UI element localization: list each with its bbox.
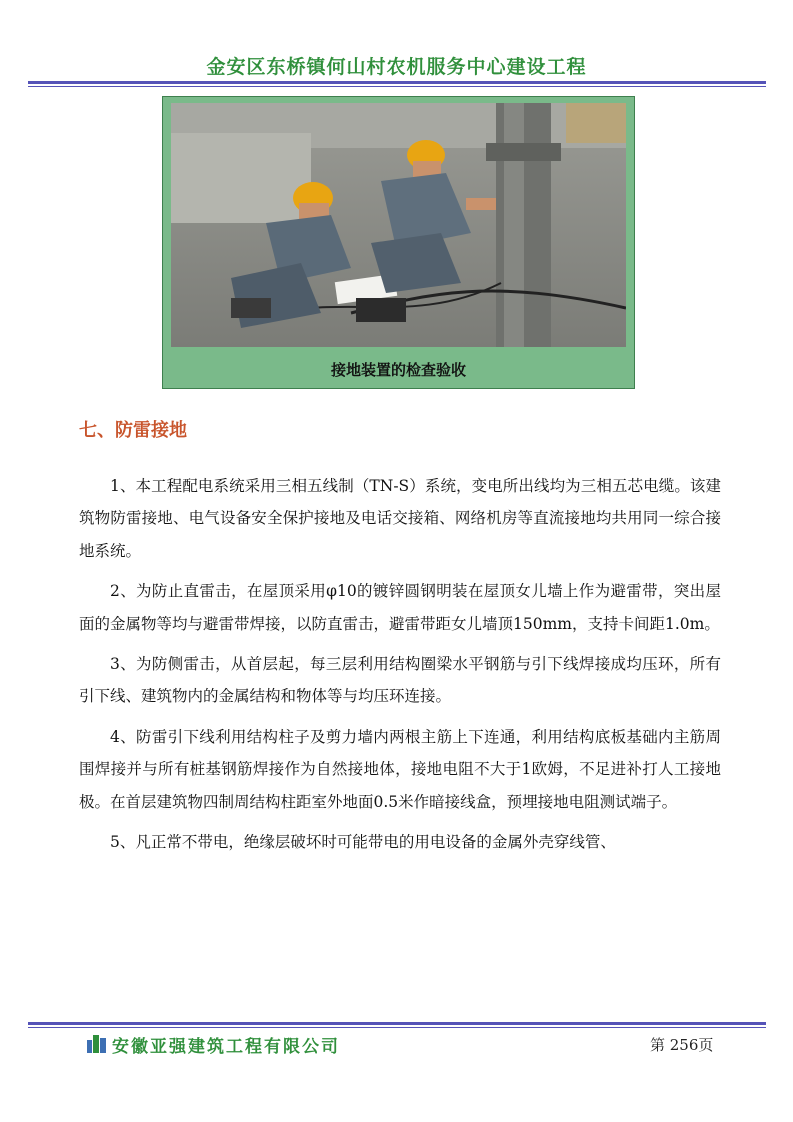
page-number: 第 256页 [650,1036,714,1054]
footer-rule-thin [28,1027,766,1028]
footer-company: 安徽亚强建筑工程有限公司 [112,1037,340,1057]
footer-rule [28,1022,766,1025]
header-rule-thin [28,86,766,87]
photo-workers-grounding-inspection [171,103,626,347]
paragraph: 5、凡正常不带电，绝缘层破坏时可能带电的用电设备的金属外壳穿线管、 [110,833,616,852]
figure [162,96,635,389]
paragraph: 1、本工程配电系统采用三相五线制（TN-S）系统，变电所出线均为三相五芯电缆。该建筑物防雷接地、电气设备安全保护接地及电话交接箱、网络机房等直流接地均共用同一综合接地系统。 [79,477,721,560]
paragraph: 4、防雷引下线利用结构柱子及剪力墙内两根主筋上下连通，利用结构底板基础内主筋周围焊接并与所有桩基钢筋焊接作为自然接地体，接地电阻不大于1欧姆，不足进补打人工接地极。在首层建筑物四制周结构柱距室外地面0.5米作暗接线盒，预埋接地电阻测试端子。 [79,727,721,811]
body-text [79,470,721,866]
figure-caption: 接地装置的检查验收 [330,361,466,379]
paragraph: 2、为防止直雷击，在屋顶采用φ10的镀锌圆钢明装在屋顶女儿墙上作为避雷带，突出屋面的金属物等均与避雷带焊接，以防直雷击，避雷带距女儿墙顶150mm，支持卡间距1.0m。 [79,582,721,633]
header-title: 金安区东桥镇何山村农机服务中心建设工程 [206,56,587,78]
building-logo-icon [86,1032,108,1054]
header-rule [28,81,766,84]
paragraph: 3、为防侧雷击，从首层起，每三层利用结构圈梁水平钢筋与引下线焊接成均压环，所有引下线、建筑物内的金属结构和物体等与均压环连接。 [79,655,721,706]
section-heading: 七、防雷接地 [79,420,187,441]
